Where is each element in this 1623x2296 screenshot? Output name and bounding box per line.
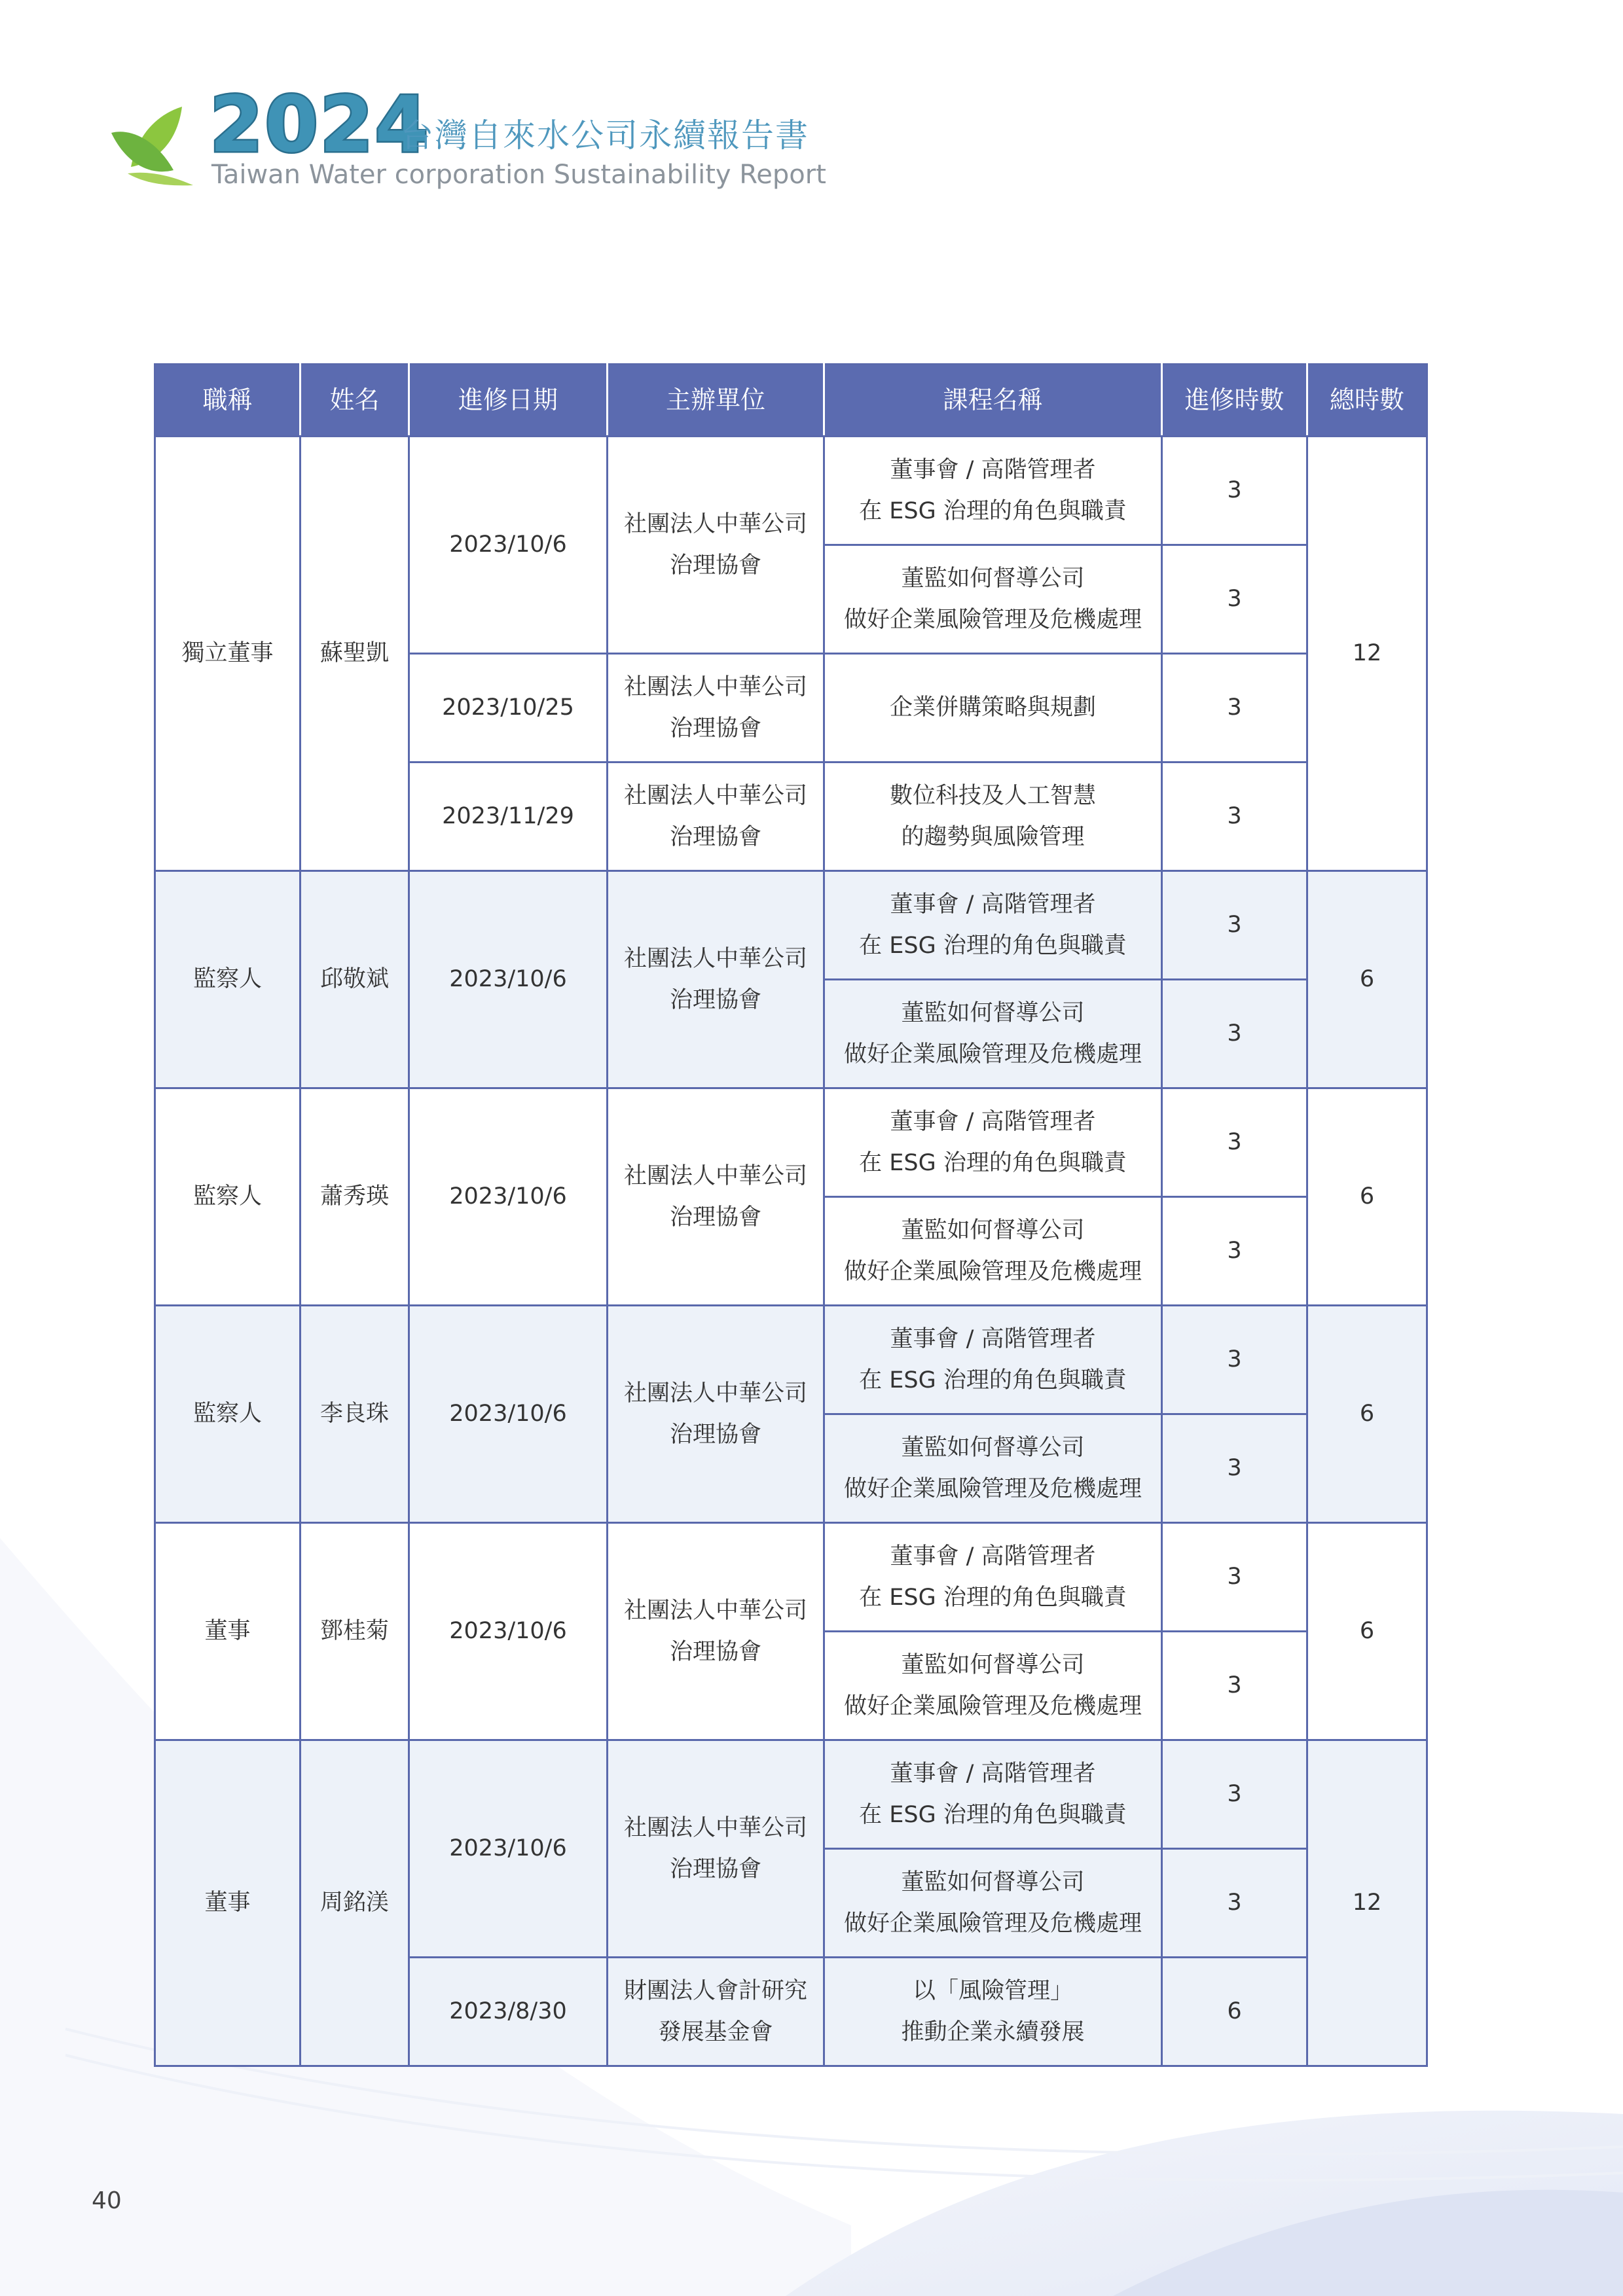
cell-name: 鄧桂菊 bbox=[301, 1523, 409, 1740]
cell-organizer: 社團法人中華公司 治理協會 bbox=[608, 871, 824, 1088]
cell-course: 董事會 / 高階管理者 在 ESG 治理的角色與職責 bbox=[824, 1088, 1162, 1197]
column-header-organizer: 主辦單位 bbox=[608, 365, 824, 437]
cell-hours: 3 bbox=[1162, 545, 1307, 654]
cell-organizer: 社團法人中華公司 治理協會 bbox=[608, 762, 824, 871]
cell-organizer: 社團法人中華公司 治理協會 bbox=[608, 437, 824, 654]
director-training-table bbox=[154, 363, 1428, 2067]
table-row bbox=[155, 1523, 1427, 1632]
cell-organizer: 社團法人中華公司 治理協會 bbox=[608, 1088, 824, 1306]
cell-course: 董事會 / 高階管理者 在 ESG 治理的角色與職責 bbox=[824, 1740, 1162, 1849]
cell-name: 李良珠 bbox=[301, 1306, 409, 1523]
cell-organizer: 社團法人中華公司 治理協會 bbox=[608, 654, 824, 762]
cell-hours: 3 bbox=[1162, 1632, 1307, 1740]
cell-date: 2023/10/6 bbox=[409, 1088, 608, 1306]
page-number: 40 bbox=[92, 2187, 122, 2214]
cell-total-hours: 6 bbox=[1307, 1306, 1427, 1523]
cell-hours: 3 bbox=[1162, 1414, 1307, 1523]
cell-date: 2023/10/6 bbox=[409, 871, 608, 1088]
cell-date: 2023/10/25 bbox=[409, 654, 608, 762]
table-row bbox=[155, 1740, 1427, 1849]
cell-total-hours: 12 bbox=[1307, 437, 1427, 871]
cell-course: 董事會 / 高階管理者 在 ESG 治理的角色與職責 bbox=[824, 1523, 1162, 1632]
cell-title: 監察人 bbox=[155, 871, 301, 1088]
cell-title: 監察人 bbox=[155, 1306, 301, 1523]
cell-course: 董事會 / 高階管理者 在 ESG 治理的角色與職責 bbox=[824, 1306, 1162, 1414]
cell-organizer: 社團法人中華公司 治理協會 bbox=[608, 1523, 824, 1740]
cell-name: 蕭秀瑛 bbox=[301, 1088, 409, 1306]
cell-hours: 3 bbox=[1162, 1740, 1307, 1849]
cell-course: 董監如何督導公司 做好企業風險管理及危機處理 bbox=[824, 1632, 1162, 1740]
cell-title: 董事 bbox=[155, 1523, 301, 1740]
cell-total-hours: 6 bbox=[1307, 1088, 1427, 1306]
cell-title: 監察人 bbox=[155, 1088, 301, 1306]
cell-organizer: 財團法人會計研究 發展基金會 bbox=[608, 1958, 824, 2066]
cell-course: 董事會 / 高階管理者 在 ESG 治理的角色與職責 bbox=[824, 871, 1162, 980]
cell-course: 董事會 / 高階管理者 在 ESG 治理的角色與職責 bbox=[824, 437, 1162, 545]
column-header-date: 進修日期 bbox=[409, 365, 608, 437]
cell-hours: 3 bbox=[1162, 437, 1307, 545]
cell-name: 周銘渼 bbox=[301, 1740, 409, 2066]
cell-course: 企業併購策略與規劃 bbox=[824, 654, 1162, 762]
cell-hours: 3 bbox=[1162, 1088, 1307, 1197]
table-row bbox=[155, 437, 1427, 545]
cell-course: 董監如何督導公司 做好企業風險管理及危機處理 bbox=[824, 545, 1162, 654]
cell-hours: 6 bbox=[1162, 1958, 1307, 2066]
cell-organizer: 社團法人中華公司 治理協會 bbox=[608, 1740, 824, 1958]
cell-name: 邱敬斌 bbox=[301, 871, 409, 1088]
cell-hours: 3 bbox=[1162, 980, 1307, 1088]
cell-hours: 3 bbox=[1162, 1197, 1307, 1306]
report-title-english: Taiwan Water corporation Sustainability Report bbox=[211, 160, 826, 190]
cell-date: 2023/8/30 bbox=[409, 1958, 608, 2066]
table-row bbox=[155, 1306, 1427, 1414]
cell-hours: 3 bbox=[1162, 762, 1307, 871]
cell-date: 2023/10/6 bbox=[409, 1523, 608, 1740]
table-row bbox=[155, 1088, 1427, 1197]
cell-hours: 3 bbox=[1162, 1523, 1307, 1632]
cell-course: 董監如何督導公司 做好企業風險管理及危機處理 bbox=[824, 1197, 1162, 1306]
cell-course: 董監如何督導公司 做好企業風險管理及危機處理 bbox=[824, 980, 1162, 1088]
cell-hours: 3 bbox=[1162, 654, 1307, 762]
column-header-course: 課程名稱 bbox=[824, 365, 1162, 437]
cell-course: 數位科技及人工智慧 的趨勢與風險管理 bbox=[824, 762, 1162, 871]
cell-date: 2023/10/6 bbox=[409, 1306, 608, 1523]
cell-organizer: 社團法人中華公司 治理協會 bbox=[608, 1306, 824, 1523]
cell-date: 2023/10/6 bbox=[409, 437, 608, 654]
column-header-name: 姓名 bbox=[301, 365, 409, 437]
cell-date: 2023/11/29 bbox=[409, 762, 608, 871]
cell-course: 董監如何督導公司 做好企業風險管理及危機處理 bbox=[824, 1414, 1162, 1523]
cell-hours: 3 bbox=[1162, 1849, 1307, 1958]
cell-course: 董監如何督導公司 做好企業風險管理及危機處理 bbox=[824, 1849, 1162, 1958]
leaf-logo-icon bbox=[111, 101, 203, 187]
table-header-row bbox=[155, 365, 1427, 437]
cell-date: 2023/10/6 bbox=[409, 1740, 608, 1958]
column-header-hours: 進修時數 bbox=[1162, 365, 1307, 437]
cell-total-hours: 6 bbox=[1307, 1523, 1427, 1740]
cell-total-hours: 6 bbox=[1307, 871, 1427, 1088]
cell-hours: 3 bbox=[1162, 871, 1307, 980]
cell-title: 董事 bbox=[155, 1740, 301, 2066]
cell-name: 蘇聖凱 bbox=[301, 437, 409, 871]
cell-title: 獨立董事 bbox=[155, 437, 301, 871]
column-header-total-hours: 總時數 bbox=[1307, 365, 1427, 437]
cell-course: 以「風險管理」 推動企業永續發展 bbox=[824, 1958, 1162, 2066]
report-year: 2024 bbox=[210, 79, 430, 170]
cell-hours: 3 bbox=[1162, 1306, 1307, 1414]
report-header bbox=[111, 79, 831, 193]
column-header-title: 職稱 bbox=[155, 365, 301, 437]
report-title-chinese: 台灣自來水公司永續報告書 bbox=[401, 117, 809, 154]
cell-total-hours: 12 bbox=[1307, 1740, 1427, 2066]
table-row bbox=[155, 871, 1427, 980]
